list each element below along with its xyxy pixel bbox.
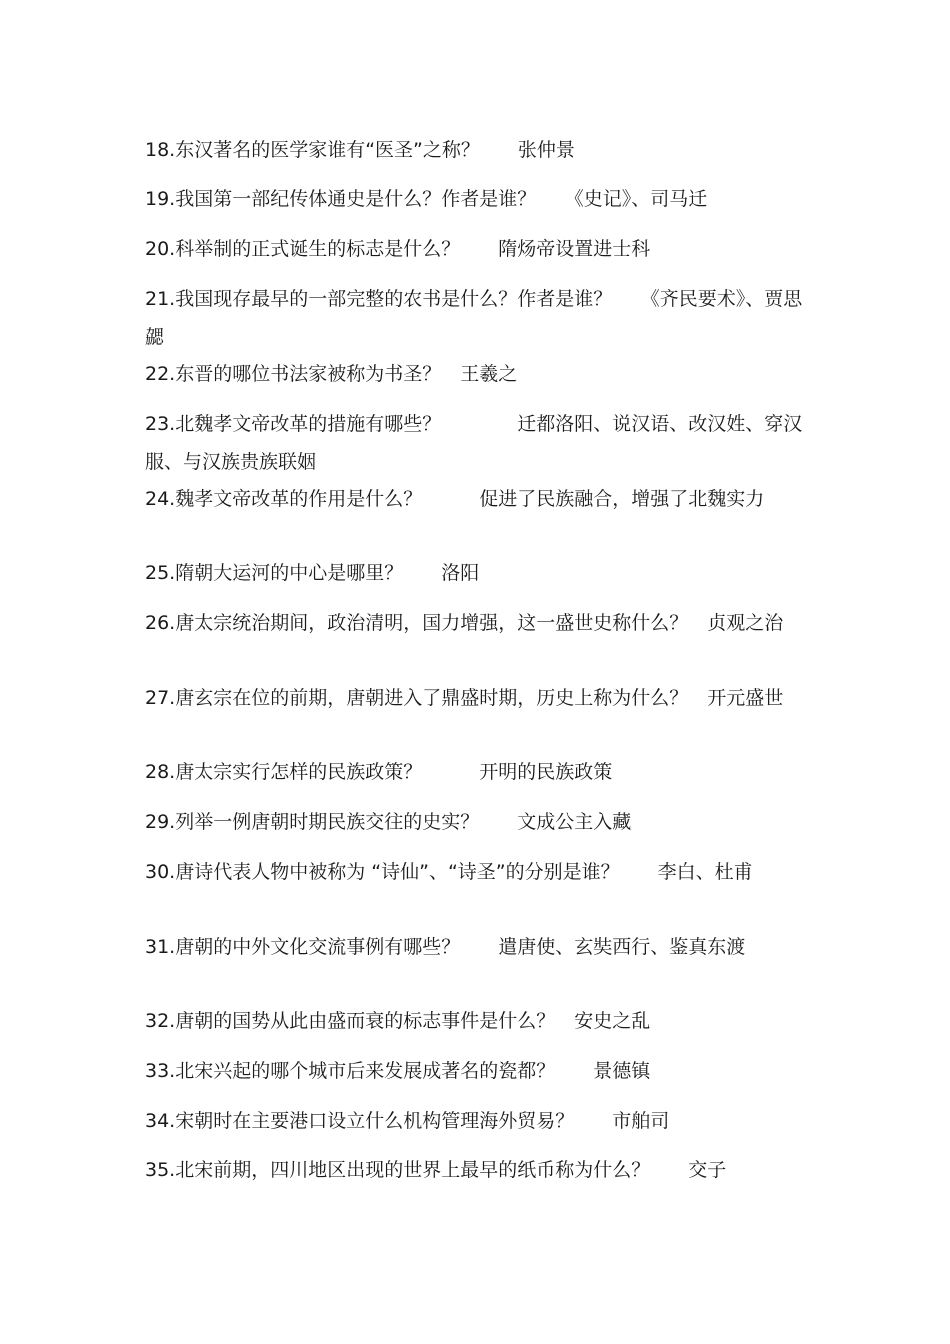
question-28: 28.唐太宗实行怎样的民族政策？ 开明的民族政策 bbox=[145, 761, 613, 783]
question-19: 19.我国第一部纪传体通史是什么？作者是谁？ 《史记》、司马迁 bbox=[145, 188, 708, 210]
question-30: 30.唐诗代表人物中被称为 “诗仙”、“诗圣”的分别是谁？ 李白、杜甫 bbox=[145, 861, 753, 883]
question-20: 20.科举制的正式诞生的标志是什么？ 隋炀帝设置进士科 bbox=[145, 238, 651, 260]
question-26: 26.唐太宗统治期间，政治清明，国力增强，这一盛世史称什么？ 贞观之治 bbox=[145, 612, 784, 634]
question-24: 24.魏孝文帝改革的作用是什么？ 促进了民族融合，增强了北魏实力 bbox=[145, 488, 765, 510]
question-34: 34.宋朝时在主要港口设立什么机构管理海外贸易？ 市舶司 bbox=[145, 1110, 670, 1132]
question-27: 27.唐玄宗在位的前期，唐朝进入了鼎盛时期，历史上称为什么？ 开元盛世 bbox=[145, 687, 784, 709]
question-25: 25.隋朝大运河的中心是哪里？ 洛阳 bbox=[145, 562, 480, 584]
question-31: 31.唐朝的中外文化交流事例有哪些？ 遣唐使、玄奘西行、鉴真东渡 bbox=[145, 936, 746, 958]
question-35: 35.北宋前期，四川地区出现的世界上最早的纸币称为什么？ 交子 bbox=[145, 1159, 727, 1181]
question-32: 32.唐朝的国势从此由盛而衰的标志事件是什么？ 安史之乱 bbox=[145, 1010, 651, 1032]
question-23: 23.北魏孝文帝改革的措施有哪些？ 迁都洛阳、说汉语、改汉姓、穿汉服、与汉族贵族联姻 bbox=[145, 413, 803, 473]
question-33: 33.北宋兴起的哪个城市后来发展成著名的瓷都？ 景德镇 bbox=[145, 1060, 651, 1082]
question-18: 18.东汉著名的医学家谁有“医圣”之称？ 张仲景 bbox=[145, 139, 575, 161]
question-21: 21.我国现存最早的一部完整的农书是什么？作者是谁？ 《齐民要术》、贾思勰 bbox=[145, 288, 803, 348]
question-29: 29.列举一例唐朝时期民族交往的史实？ 文成公主入藏 bbox=[145, 811, 632, 833]
question-22: 22.东晋的哪位书法家被称为书圣？ 王羲之 bbox=[145, 363, 518, 385]
